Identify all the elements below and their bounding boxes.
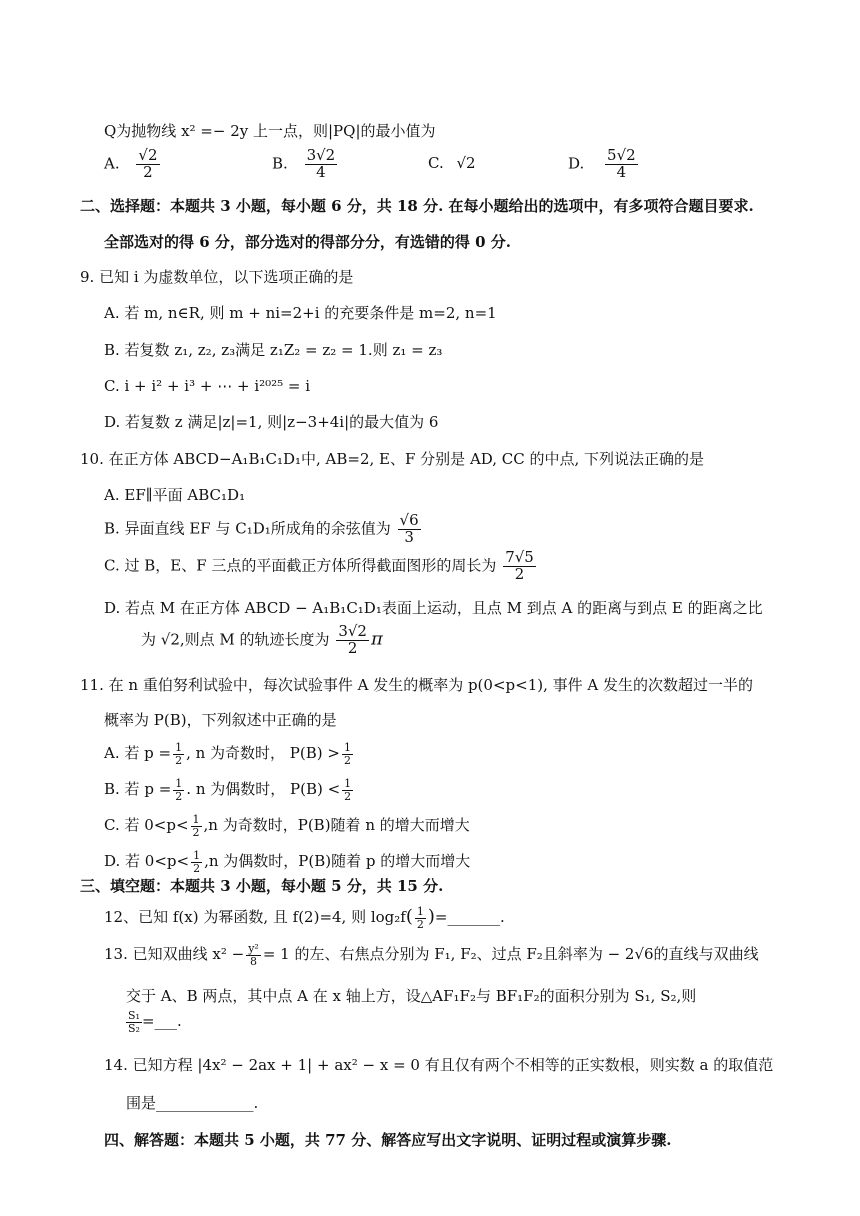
q8-option-d: D. $\frac{5√2}{4}$ [568,146,636,181]
q8-option-a: A. $\frac{√2}{2}$ [104,146,158,181]
q8-option-c: C. √2 [428,154,476,172]
q12: 12、已知 f(x) 为幂函数, 且 f(2)=4, 则 log₂f( $\frac{1}{2}$ )=_______. [104,905,505,931]
q8-option-b: B. $\frac{3√2}{4}$ [272,146,336,181]
q9-option-d: D. 若复数 z 满足|z|=1, 则|z−3+4i|的最大值为 6 [104,413,439,431]
q11-option-c: C. 若 0<p< $\frac{1}{2}$ ,n 为奇数时，P(B)随着 n 的增大而增大 [104,813,470,839]
q11-stem-cont: 概率为 P(B)，下列叙述中正确的是 [104,711,337,729]
q14-stem-cont: 围是_____________. [126,1094,259,1112]
q13-stem-cont: 交于 A、B 两点，其中点 A 在 x 轴上方，设△AF₁F₂与 BF₁F₂的面积分别为 S₁, S₂,则 [126,987,697,1005]
q13-stem: 13. 已知双曲线 x² − $\frac{\text{y²}}{8}$ = 1 的左、右焦点分别为 F₁, F₂、过点 F₂且斜率为 − 2√6的直线与双曲线 [104,942,759,968]
q11-stem: 11. 在 n 重伯努利试验中，每次试验事件 A 发生的概率为 p(0<p<1), 事件 A 发生的次数超过一半的 [80,676,753,694]
q10-option-b-fraction: $\frac{√6}{3}$ [399,511,419,546]
q10-option-d-cont: 为 √2,则点 M 的轨迹长度为 $\frac{3√2}{2}$ π [141,622,383,657]
q10-option-a: A. EF∥平面 ABC₁D₁ [104,486,246,504]
q8-option-a-fraction: $\frac{√2}{2}$ [138,146,158,181]
q9-stem: 9. 已知 i 为虚数单位，以下选项正确的是 [80,268,354,286]
section2-header: 二、选择题：本题共 3 小题，每小题 6 分，共 18 分. 在每小题给出的选项中，有多项符合题目要求. [80,197,754,215]
q8-stem: Q为抛物线 x² =− 2y 上一点，则|PQ|的最小值为 [104,122,436,140]
q11-option-a: A. 若 p = $\frac{1}{2}$ , n 为奇数时， P(B) > $\frac{1}{2}$ [104,741,351,767]
q10-option-c-fraction: $\frac{7√5}{2}$ [505,548,534,583]
q9-option-c: C. i + i² + i³ + ⋯ + i²⁰²⁵ = i [104,377,311,395]
q10-stem: 10. 在正方体 ABCD−A₁B₁C₁D₁中, AB=2, E、F 分别是 AD, CC 的中点, 下列说法正确的是 [80,450,705,468]
q13-answer: $\frac{\text{S₁}}{\text{S₂}}$ =___. [128,1009,182,1035]
q10-option-b: B. 异面直线 EF 与 C₁D₁所成角的余弦值为 $\frac{√6}{3}$ [104,511,419,546]
section3-header: 三、填空题：本题共 3 小题，每小题 5 分，共 15 分. [80,877,444,895]
q8-option-d-fraction: $\frac{5√2}{4}$ [607,146,636,181]
q10-option-d: D. 若点 M 在正方体 ABCD − A₁B₁C₁D₁表面上运动，且点 M 到点 A 的距离与到点 E 的距离之比 [104,599,763,617]
q10-option-c: C. 过 B，E、F 三点的平面截正方体所得截面图形的周长为 $\frac{7√5}{2}$ [104,548,534,583]
q9-option-b: B. 若复数 z₁, z₂, z₃满足 z₁Z₂ = z₂ = 1.则 z₁ = z₃ [104,341,443,359]
q8-option-b-fraction: $\frac{3√2}{4}$ [306,146,336,181]
section4-header: 四、解答题：本题共 5 小题，共 77 分、解答应写出文字说明、证明过程或演算步骤. [104,1131,672,1149]
q14-stem: 14. 已知方程 |4x² − 2ax + 1| + ax² − x = 0 有且仅有两个不相等的正实数根，则实数 a 的取值范 [104,1056,774,1074]
q11-option-b: B. 若 p = $\frac{1}{2}$ . n 为偶数时， P(B) < $\frac{1}{2}$ [104,777,352,803]
q10-option-d-fraction: $\frac{3√2}{2}$ [338,622,367,657]
section2-header-cont: 全部选对的得 6 分，部分选对的得部分分，有选错的得 0 分. [104,233,511,251]
q9-option-a: A. 若 m, n∈R, 则 m + ni=2+i 的充要条件是 m=2, n=1 [104,304,497,322]
q11-option-d: D. 若 0<p< $\frac{1}{2}$ ,n 为偶数时，P(B)随着 p 的增大而增大 [104,849,471,875]
